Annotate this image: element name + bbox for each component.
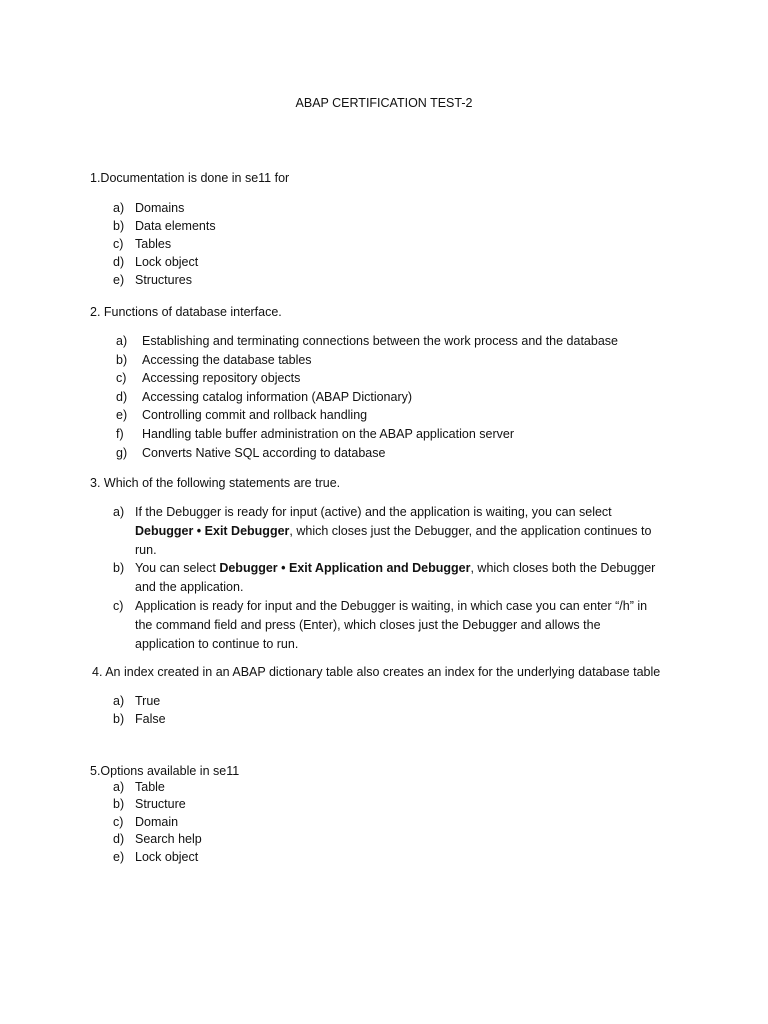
question-4-options (113, 692, 166, 728)
question-2-options (116, 332, 618, 462)
option-item: d) Lock object (113, 255, 199, 269)
option-item: e) Controlling commit and rollback handling (116, 408, 368, 423)
question-5: 5.Options available in se11 (90, 764, 240, 778)
question-1: 1.Documentation is done in se11 for (90, 171, 290, 185)
option-item: b) Data elements (113, 219, 216, 233)
option-item: d) Search help (113, 832, 202, 847)
option-item: a) Establishing and terminating connections between the work process and the database (116, 334, 618, 348)
page-title: ABAP CERTIFICATION TEST-2 (295, 96, 473, 110)
option-item: d) Accessing catalog information (ABAP Dictionary) (116, 389, 413, 404)
option-item: b) Structure (113, 797, 186, 812)
option-item: c) Application is ready for input and the Debugger is waiting, in which case you can enter “/h” in the command field and press (Enter), which closes just the Debugger and allows the application to continue to run. (113, 598, 648, 651)
option-item: f) Handling table buffer administration on the ABAP application server (116, 426, 514, 441)
option-item: b) You can select Debugger • Exit Application and Debugger, which closes both the Debugger and the application. (113, 561, 656, 595)
option-item: a) If the Debugger is ready for input (active) and the application is waiting, you can select Debugger • Exit Debugger, which closes just the Debugger, and the application continues to run. (113, 505, 652, 557)
question-3-options (113, 503, 658, 653)
option-item: g) Converts Native SQL according to database (116, 445, 386, 460)
question-1-options (113, 199, 216, 289)
question-4: 4. An index created in an ABAP dictionary table also creates an index for the underlying database table (92, 665, 661, 679)
option-item: e) Structures (113, 273, 192, 287)
option-item: a) Domains (113, 201, 185, 215)
option-item: c) Accessing repository objects (116, 371, 301, 386)
question-2: 2. Functions of database interface. (90, 305, 282, 319)
option-item: c) Tables (113, 237, 172, 251)
option-item: b) Accessing the database tables (116, 352, 312, 367)
option-item: c) Domain (113, 814, 179, 829)
option-item: b) False (113, 712, 166, 726)
option-item: e) Lock object (113, 849, 199, 864)
option-item: a) True (113, 694, 161, 708)
option-item: a) Table (113, 780, 165, 794)
question-5-options (113, 779, 202, 866)
question-3: 3. Which of the following statements are true. (90, 476, 341, 490)
